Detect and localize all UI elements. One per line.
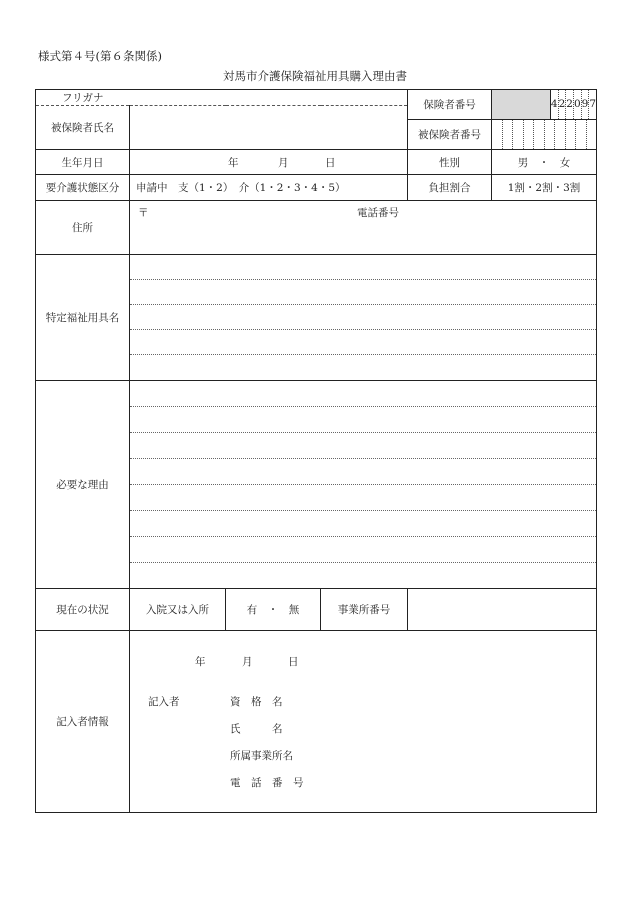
care-level-label: 要介護状態区分 xyxy=(36,175,130,201)
insured-name-field[interactable] xyxy=(130,106,408,150)
burden-ratio-options[interactable]: 1割・2割・3割 xyxy=(492,175,597,201)
insurer-number-shaded-area xyxy=(492,90,551,119)
furigana-label: フリガナ xyxy=(36,90,130,106)
writer-month-label: 月 xyxy=(242,656,253,668)
birth-year-label: 年 xyxy=(228,157,239,169)
insurer-digit: 4 xyxy=(550,98,558,110)
equipment-name-field[interactable] xyxy=(130,255,597,381)
reason-label: 必要な理由 xyxy=(36,381,130,589)
birth-day-label: 日 xyxy=(325,157,336,169)
phone-number-label: 電話番号 xyxy=(357,207,399,219)
address-field[interactable] xyxy=(130,201,597,255)
hospitalization-label: 入院又は入所 xyxy=(130,589,226,631)
writer-label: 記入者 xyxy=(148,696,180,708)
insurer-digit: 9 xyxy=(581,90,589,119)
gender-label: 性別 xyxy=(408,150,492,175)
equipment-name-label: 特定福祉用具名 xyxy=(36,255,130,381)
furigana-field[interactable] xyxy=(130,90,408,106)
insurer-digit: 7 xyxy=(588,90,596,119)
application-form-table xyxy=(35,89,597,813)
insured-number-field[interactable] xyxy=(492,120,597,150)
writer-name-label: 氏 名 xyxy=(230,723,283,735)
burden-ratio-label: 負担割合 xyxy=(408,175,492,201)
hospitalization-options[interactable]: 有 ・ 無 xyxy=(226,589,321,631)
insured-number-label: 被保険者番号 xyxy=(408,120,492,150)
birth-month-label: 月 xyxy=(278,157,289,169)
writer-year-label: 年 xyxy=(195,656,206,668)
address-label: 住所 xyxy=(36,201,130,255)
office-number-field[interactable] xyxy=(408,589,597,631)
writer-phone-label: 電 話 番 号 xyxy=(230,777,304,789)
affiliation-label: 所属事業所名 xyxy=(230,750,293,762)
office-number-label: 事業所番号 xyxy=(321,589,408,631)
care-level-options[interactable]: 申請中 支（1・2） 介（1・2・3・4・5） xyxy=(130,175,408,201)
insurer-number-label: 保険者番号 xyxy=(408,90,492,120)
qualification-label: 資 格 名 xyxy=(230,696,283,708)
postal-mark: 〒 xyxy=(138,207,149,219)
insurer-digit: 2 xyxy=(558,90,566,119)
insurer-number-field[interactable] xyxy=(492,90,597,120)
birth-date-field[interactable] xyxy=(130,150,408,175)
birth-date-label: 生年月日 xyxy=(36,150,130,175)
reason-field[interactable] xyxy=(130,381,597,589)
current-status-label: 現在の状況 xyxy=(36,589,130,631)
writer-info-field[interactable] xyxy=(130,631,597,813)
document-title: 対馬市介護保険福祉用具購入理由書 xyxy=(223,69,407,83)
writer-day-label: 日 xyxy=(288,656,299,668)
insurer-digit: 2 xyxy=(565,90,573,119)
writer-info-label: 記入者情報 xyxy=(36,631,130,813)
insured-name-label: 被保険者氏名 xyxy=(36,106,130,150)
insurer-digit: 0 xyxy=(573,90,581,119)
form-number-label: 様式第４号(第６条関係) xyxy=(38,49,162,63)
gender-options[interactable]: 男 ・ 女 xyxy=(492,150,597,175)
